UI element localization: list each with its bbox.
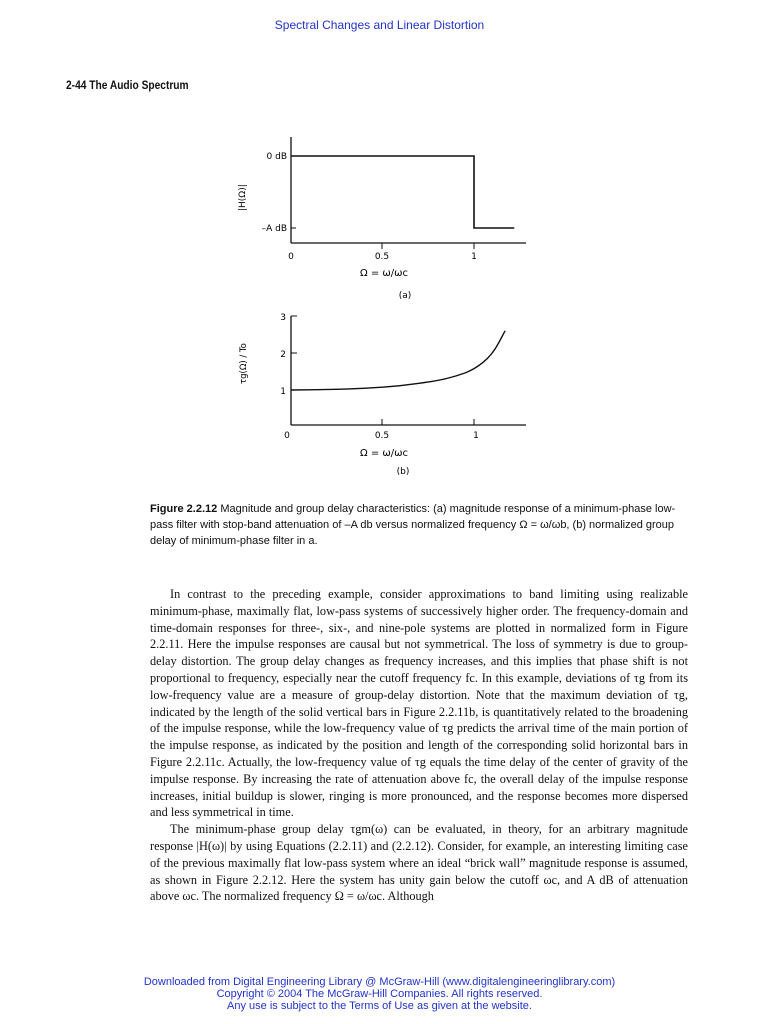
panel-a bbox=[291, 137, 526, 249]
panel-a-ytick-label-0db: 0 dB bbox=[266, 152, 287, 162]
panel-b-label: (b) bbox=[396, 467, 410, 477]
body-text bbox=[150, 586, 688, 905]
panel-b-xtick-label-05: 0.5 bbox=[374, 431, 390, 441]
magnitude-response-line bbox=[291, 156, 514, 228]
panel-a-xtick-label-0: 0 bbox=[288, 252, 294, 262]
running-header: Spectral Changes and Linear Distortion bbox=[274, 18, 485, 32]
panel-a-label: (a) bbox=[398, 291, 412, 301]
panel-a-ylabel: |H(Ω)| bbox=[238, 184, 248, 211]
panel-a-xtick-label-1: 1 bbox=[471, 252, 477, 262]
panel-a-xlabel: Ω = ω/ωc bbox=[360, 268, 408, 279]
paragraph-2: The minimum-phase group delay τgm(ω) can be evaluated, in theory, for an arbitrary magnitude response |H(ω)| by using Equations (2.2.11) and (2.2.12). Consider, for example, an interesting limiting case of the previous maximally flat low-pass system where an ideal “brick wall” magnitude response is assumed, as shown in Figure 2.2.12. Here the system has unity gain below the cutoff ωc, and A dB of attenuation above ωc. The normalized frequency Ω = ω/ωc. Although bbox=[150, 822, 688, 904]
panel-b-ylabel bbox=[239, 343, 249, 384]
section-title: 2-44 The Audio Spectrum bbox=[66, 78, 189, 92]
panel-b-xtick-label-0: 0 bbox=[284, 431, 290, 441]
footer-line-3[interactable]: Any use is subject to the Terms of Use as given at the website. bbox=[227, 1000, 532, 1012]
panel-a-ytick-label-adb: –A dB bbox=[261, 224, 287, 234]
group-delay-curve bbox=[291, 331, 505, 390]
panel-b-ytick-label-3: 3 bbox=[280, 313, 286, 323]
paragraph-1: In contrast to the preceding example, consider approximations to band limiting using realizable minimum-phase, maximally flat, low-pass systems of successively higher order. The frequency-domain and time-domain responses for three-, six-, and nine-pole systems are plotted in normalized form in Figure 2.2.11. Here the impulse responses are causal but not symmetrical. The loss of symmetry is due to group-delay distortion. The group delay changes as frequency increases, and this implies that phase shift is not proportional to frequency, especially near the cutoff frequency fc. In this example, deviations of τg from its low-frequency value are a measure of group-delay distortion. Note that the maximum deviation of τg, indicated by the length of the solid vertical bars in Figure 2.2.11b, is quantitatively related to the broadening of the impulse response, while the low-frequency value of τg predicts the arrival time of the main portion of the impulse response, as indicated by the position and length of the corresponding solid horizontal bars in Figure 2.2.11c. Actually, the low-frequency value of τg equals the time delay of the center of gravity of the impulse response. By increasing the rate of attenuation above fc, the overall delay of the impulse response increases, initial buildup is slower, ringing is more pronounced, and the response becomes more dispersed and less symmetrical in time. bbox=[150, 587, 688, 820]
figure-caption bbox=[150, 501, 698, 549]
footer-line-2: Copyright © 2004 The McGraw-Hill Companies. All rights reserved. bbox=[216, 988, 543, 1000]
panel-a-xtick-label-05: 0.5 bbox=[374, 252, 390, 262]
caption-text: Magnitude and group delay characteristics: (a) magnitude response of a minimum-phase low-pass filter with stop-band attenuation of –A db versus normalized frequency Ω = ω/ωb, (b) normalized group delay of minimum-phase filter in a. bbox=[150, 503, 676, 547]
panel-b-xtick-label-1: 1 bbox=[473, 431, 479, 441]
panel-b-ylabel-text: τg(Ω) / To bbox=[239, 343, 249, 384]
panel-b-ytick-label-2: 2 bbox=[280, 350, 286, 360]
caption-label: Figure 2.2.12 bbox=[150, 503, 218, 515]
panel-b-xlabel: Ω = ω/ωc bbox=[360, 448, 408, 459]
footer bbox=[0, 976, 759, 1012]
figure-2-2-12 bbox=[0, 0, 759, 490]
footer-line-1[interactable]: Downloaded from Digital Engineering Library @ McGraw-Hill (www.digitalengineeringlibrary.com) bbox=[143, 976, 616, 988]
panel-b bbox=[291, 316, 526, 425]
panel-b-ytick-label-1: 1 bbox=[280, 387, 286, 397]
